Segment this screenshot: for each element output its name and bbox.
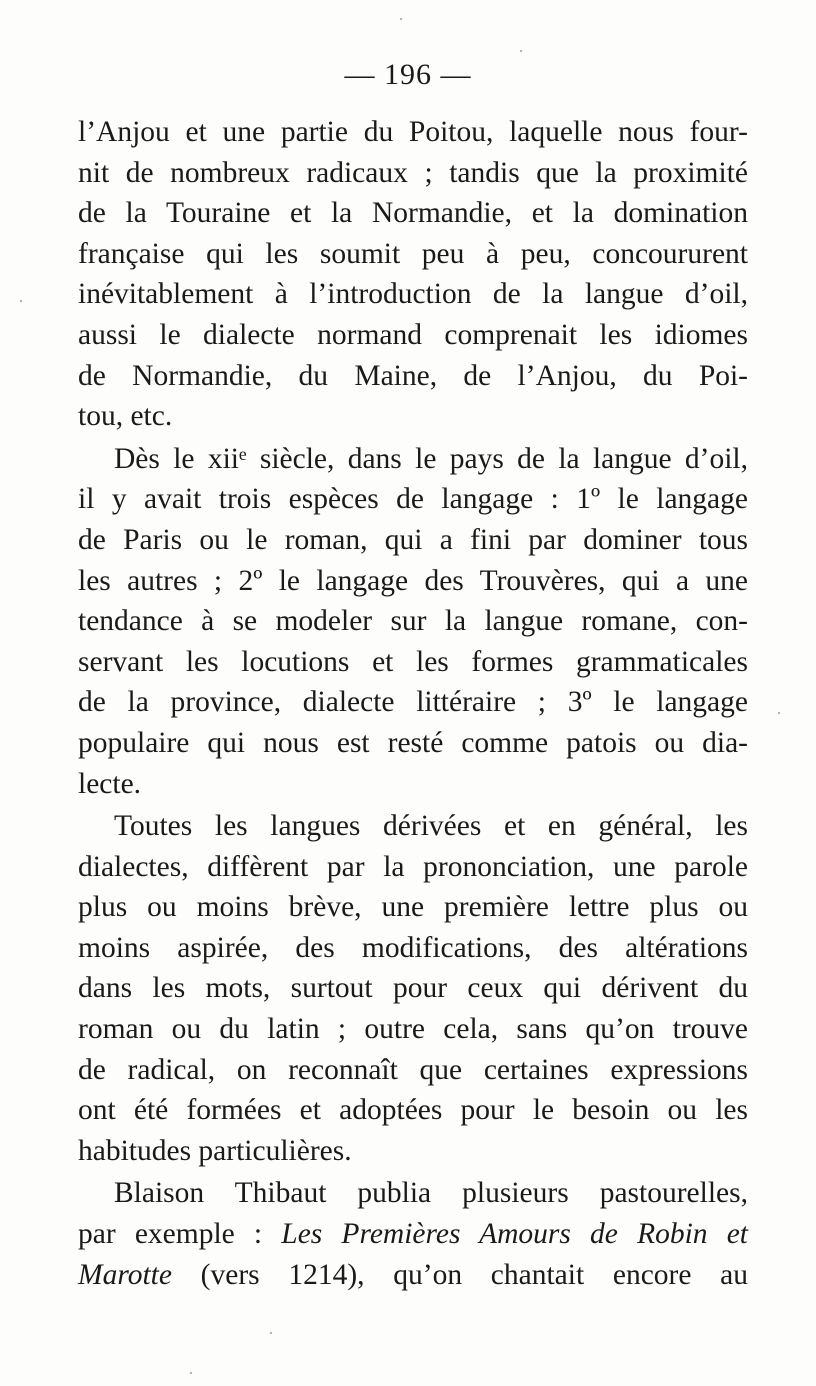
text-line: Dès le xiiᵉ siècle, dans le pays de la langue d’oil, [114,442,748,475]
paper-speck [20,300,22,302]
text-line: l’Anjou et une partie du Poitou, laquelle nous four- [78,116,748,148]
text-line: dialectes, diffèrent par la prononciation, une parole [78,850,748,883]
paragraph [78,1173,748,1295]
text-line [78,1214,748,1255]
text-line [78,1255,748,1296]
paper-speck [520,50,522,52]
text-line: inévitablement à l’introduction de la langue d’oil, [78,278,748,311]
paragraph [78,112,748,437]
text-line: lecte. [78,767,142,800]
text-line: ont été formées et adoptées pour le besoin ou les [78,1094,748,1127]
text-line: populaire qui nous est resté comme patois ou dia- [78,726,748,759]
text-line: nit de nombreux radicaux ; tandis que la proximité [78,156,748,189]
text-segment: par exemple : [78,1218,282,1251]
body-text [78,112,748,1295]
text-line: Toutes les langues dérivées et en général, les [114,810,748,843]
text-line: moins aspirée, des modifications, des altérations [78,931,748,964]
paper-speck [778,712,780,714]
paragraph [78,439,748,804]
paper-speck [270,1332,272,1334]
text-line: dans les mots, surtout pour ceux qui dérivent du [78,972,748,1005]
text-line: plus ou moins brève, une première lettre plus ou [78,891,748,924]
text-line: il y avait trois espèces de langage : 1º le langage [78,483,748,516]
text-line: aussi le dialecte normand comprenait les idiomes [78,318,748,351]
paragraph [78,806,748,1171]
text-line: de la Touraine et la Normandie, et la domination [78,197,748,230]
paper-speck [400,18,402,20]
text-line: tendance à se modeler sur la langue romane, con- [78,605,748,638]
text-line: française qui les soumit peu à peu, concoururent [78,237,748,270]
text-line: de la province, dialecte littéraire ; 3º le langage [78,686,748,719]
work-title-italic: Marotte [78,1258,172,1291]
text-line: roman ou du latin ; outre cela, sans qu’on trouve [78,1013,748,1046]
text-line: Blaison Thibaut publia plusieurs pastourelles, [114,1177,748,1210]
paper-speck [190,1372,192,1374]
text-line: de radical, on reconnaît que certaines expressions [78,1053,748,1086]
text-line: les autres ; 2º le langage des Trouvères, qui a une [78,564,748,597]
page-number: — 196 — [344,58,472,91]
text-segment: (vers 1214), qu’on chantait encore au [171,1258,748,1291]
work-title-italic: Les Premières Amours de Robin et [281,1218,748,1251]
text-line: habitudes particulières. [78,1134,352,1167]
text-line: servant les locutions et les formes grammaticales [78,645,748,678]
text-line: de Paris ou le roman, qui a fini par dominer tous [78,523,748,556]
text-line: de Normandie, du Maine, de l’Anjou, du Poi- [78,359,748,392]
text-line: tou, etc. [78,400,173,433]
